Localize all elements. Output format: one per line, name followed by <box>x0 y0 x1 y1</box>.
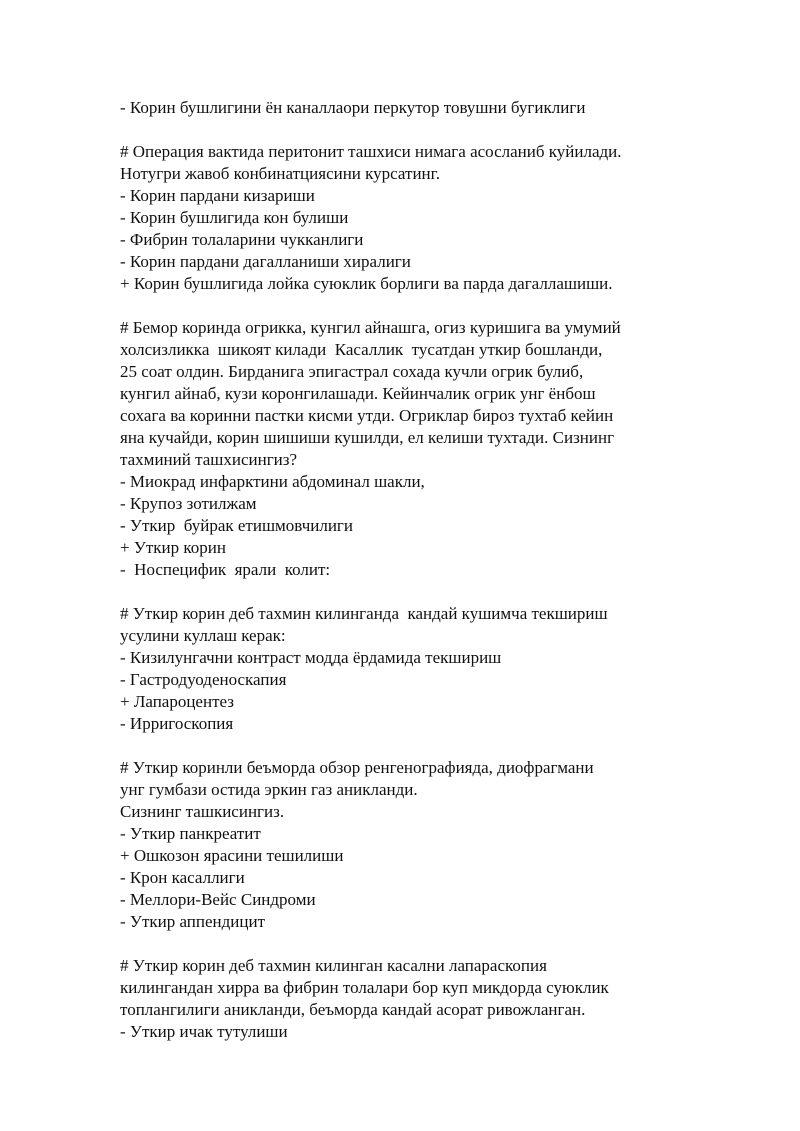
correct-answer-line: + Лапароцентез <box>120 692 234 711</box>
text-line: кунгил айнаб, кузи коронгилашади. Кейинчалик огрик унг ёнбош <box>120 384 596 403</box>
answer-option-line: - Крон касаллиги <box>120 868 245 887</box>
question-line: # Уткир коринли беъморда обзор ренгенографияда, диофрагмани <box>120 758 594 777</box>
question-line: # Операция вактида перитонит ташхиси нимага асосланиб куйилади. <box>120 142 622 161</box>
answer-option-line: - Фибрин толаларини чукканлиги <box>120 230 364 249</box>
correct-answer-line: + Корин бушлигида лойка суюклик борлиги ва парда дагаллашиши. <box>120 274 613 293</box>
question-block <box>120 97 760 119</box>
text-line: тахминий ташхисингиз? <box>120 450 298 469</box>
answer-option-line: - Меллори-Вейс Синдроми <box>120 890 316 909</box>
question-block <box>120 757 760 933</box>
question-block <box>120 955 760 1043</box>
question-line: # Уткир корин деб тахмин килинган касални лапараскопия <box>120 956 547 975</box>
question-line: # Уткир корин деб тахмин килинганда кандай кушимча текшириш <box>120 604 608 623</box>
question-block <box>120 317 760 581</box>
answer-option-line: - Уткир ичак тутулиши <box>120 1022 288 1041</box>
text-line: топлангилиги аникланди, беъморда кандай асорат ривожланган. <box>120 1000 586 1019</box>
correct-answer-line: + Ошкозон ярасини тешилиши <box>120 846 344 865</box>
answer-option-line: - Корин бушлигини ён каналлаори перкутор товушни бугиклиги <box>120 98 586 117</box>
text-line: яна кучайди, корин шишиши кушилди, ел келиши тухтади. Сизнинг <box>120 428 615 447</box>
correct-answer-line: + Уткир корин <box>120 538 227 557</box>
answer-option-line: - Уткир панкреатит <box>120 824 261 843</box>
text-line: Нотугри жавоб конбинатциясини курсатинг. <box>120 164 440 183</box>
question-block <box>120 603 760 735</box>
text-line: Сизнинг ташкисингиз. <box>120 802 285 821</box>
question-line: # Бемор коринда огрикка, кунгил айнашга, огиз куришига ва умумий <box>120 318 621 337</box>
answer-option-line: - Ирригоскопия <box>120 714 234 733</box>
answer-option-line: - Гастродуоденоскапия <box>120 670 287 689</box>
answer-option-line: - Уткир аппендицит <box>120 912 266 931</box>
question-block <box>120 141 760 295</box>
answer-option-line: - Корин пардани кизариши <box>120 186 315 205</box>
text-line: усулини куллаш керак: <box>120 626 286 645</box>
answer-option-line: - Корин пардани дагалланиши хиралиги <box>120 252 411 271</box>
text-line: холсизликка шикоят килади Касаллик тусатдан уткир бошланди, <box>120 340 603 359</box>
text-line: сохага ва коринни пастки кисми утди. Огриклар бироз тухтаб кейин <box>120 406 614 425</box>
answer-option-line: - Корин бушлигида кон булиши <box>120 208 349 227</box>
answer-option-line: - Кизилунгачни контраст модда ёрдамида текшириш <box>120 648 502 667</box>
answer-option-line: - Крупоз зотилжам <box>120 494 257 513</box>
text-line: килингандан хирра ва фибрин толалари бор куп микдорда суюклик <box>120 978 609 997</box>
answer-option-line: - Миокрад инфарктини абдоминал шакли, <box>120 472 425 491</box>
answer-option-line: - Уткир буйрак етишмовчилиги <box>120 516 353 535</box>
answer-option-line: - Носпецифик ярали колит: <box>120 560 331 579</box>
text-line: унг гумбази остида эркин газ аникланди. <box>120 780 418 799</box>
text-line: 25 соат олдин. Бирданига эпигастрал сохада кучли огрик булиб, <box>120 362 584 381</box>
